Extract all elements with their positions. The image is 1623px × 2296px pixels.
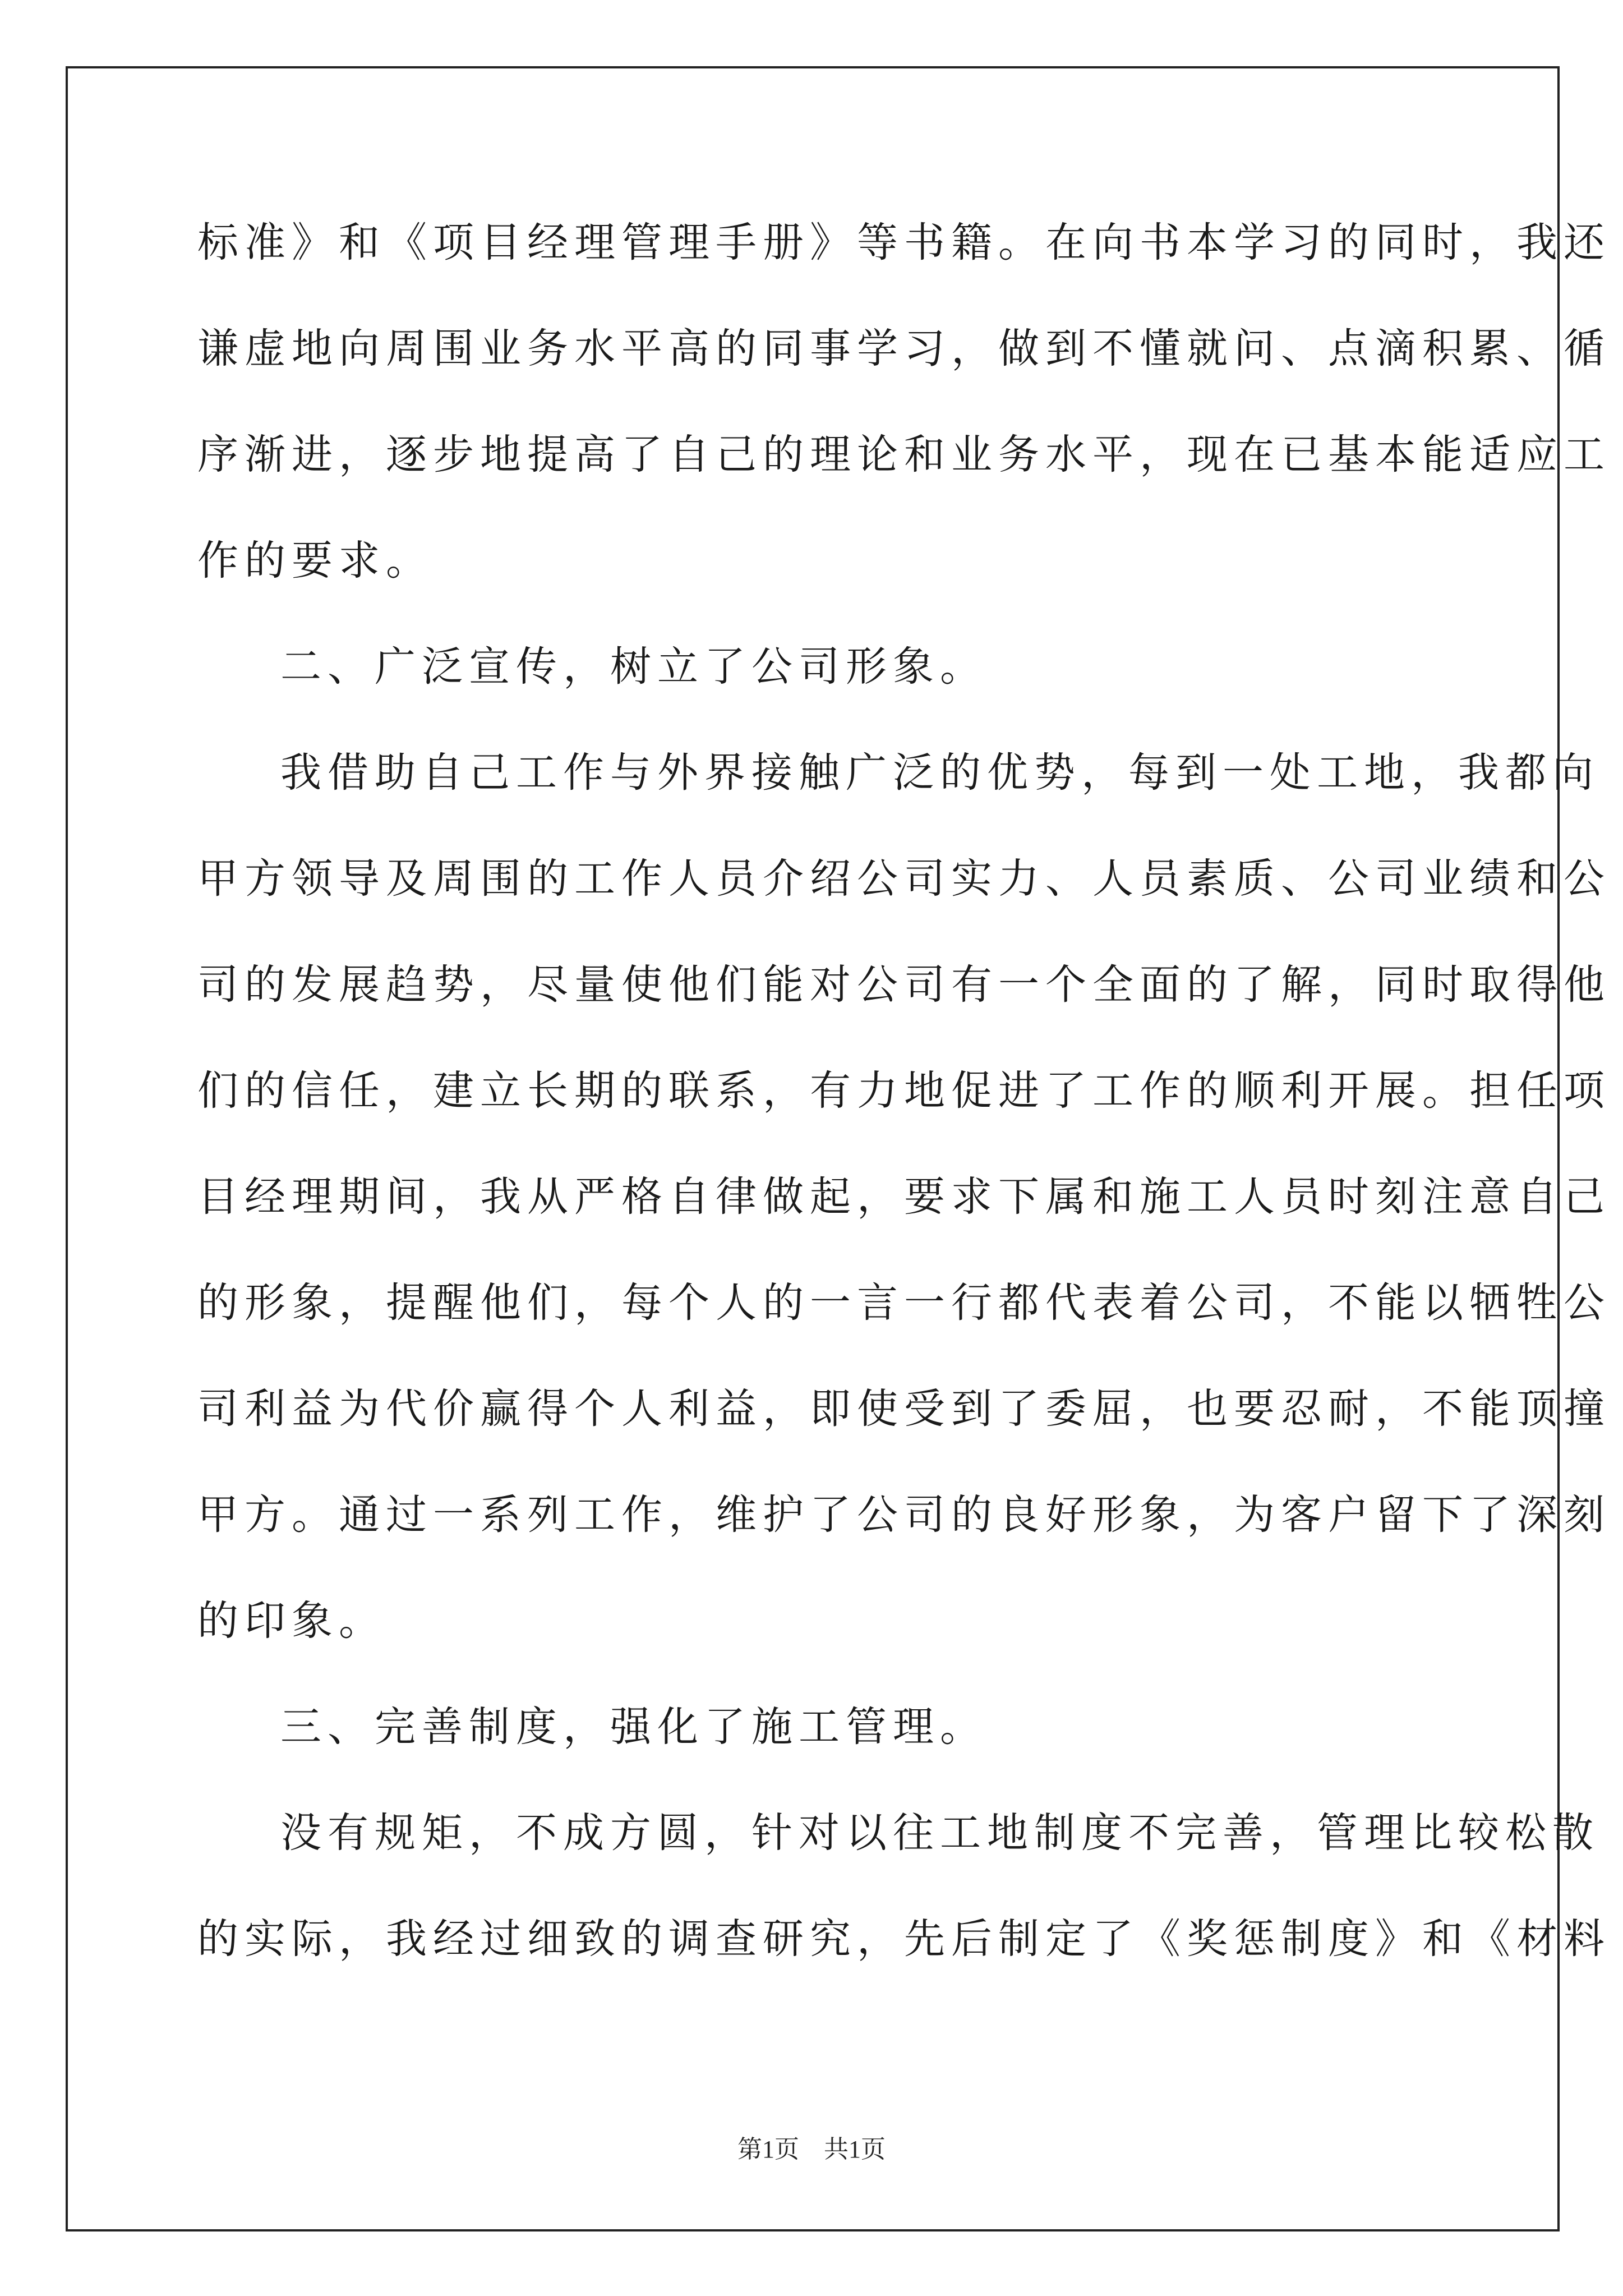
text-line: 的形象，提醒他们，每个人的一言一行都代表着公司，不能以牺牲公 xyxy=(197,1279,1611,1327)
text-line: 司利益为代价赢得个人利益，即使受到了委屈，也要忍耐，不能顶撞 xyxy=(197,1385,1611,1433)
section-heading-2: 二、广泛宣传，树立了公司形象。 xyxy=(280,643,987,691)
text-line: 我借助自己工作与外界接触广泛的优势，每到一处工地，我都向 xyxy=(280,749,1599,797)
text-line: 的实际，我经过细致的调查研究，先后制定了《奖惩制度》和《材料 xyxy=(197,1915,1611,1963)
text-line: 没有规矩，不成方圆，针对以往工地制度不完善，管理比较松散 xyxy=(280,1809,1599,1857)
text-line: 司的发展趋势，尽量使他们能对公司有一个全面的了解，同时取得他 xyxy=(197,961,1611,1009)
text-line: 标准》和《项目经理管理手册》等书籍。在向书本学习的同时，我还 xyxy=(197,219,1611,266)
text-line: 的印象。 xyxy=(197,1597,386,1645)
text-line: 目经理期间，我从严格自律做起，要求下属和施工人员时刻注意自己 xyxy=(197,1173,1611,1221)
text-line: 甲方领导及周围的工作人员介绍公司实力、人员素质、公司业绩和公 xyxy=(197,855,1611,903)
page-number: 第1页 共1页 xyxy=(737,2136,886,2163)
document-body xyxy=(197,212,1611,2014)
text-line: 谦虚地向周围业务水平高的同事学习，做到不懂就问、点滴积累、循 xyxy=(197,325,1611,372)
section-heading-3: 三、完善制度，强化了施工管理。 xyxy=(280,1703,987,1751)
text-line: 序渐进，逐步地提高了自己的理论和业务水平，现在已基本能适应工 xyxy=(197,431,1611,478)
text-line: 甲方。通过一系列工作，维护了公司的良好形象，为客户留下了深刻 xyxy=(197,1491,1611,1539)
text-line: 们的信任，建立长期的联系，有力地促进了工作的顺利开展。担任项 xyxy=(197,1067,1611,1115)
text-line: 作的要求。 xyxy=(197,537,433,585)
